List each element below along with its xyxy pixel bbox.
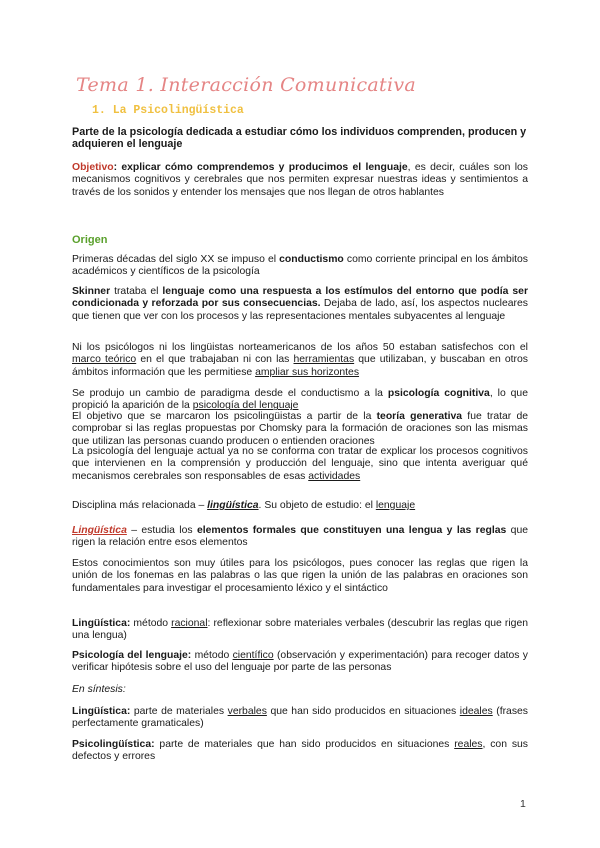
sintesis-psicolinguistica: Psicolingüística: parte de materiales que han sido producidos en situaciones reales, con sus defectos y errores	[72, 739, 528, 763]
metodo-psicologia: Psicología del lenguaje: método científico (observación y experimentación) para recoger datos y verificar hipótesis sobre el uso del lenguaje por parte de las personas	[72, 650, 528, 674]
linguistica-definition: Lingüística – estudia los elementos formales que constituyen una lengua y las reglas que rigen la relación entre esos elementos	[72, 525, 528, 549]
origen-paragraph-2: Skinner trataba el lenguaje como una respuesta a los estímulos del entorno que podía ser condicionada y reforzada por sus consecuencias. Dejaba de lado, así, los aspectos nucleares que tienen que ver con los procesos y las representaciones mentales subyacentes al lenguaje	[72, 286, 528, 322]
disciplina-line: Disciplina más relacionada – lingüística. Su objeto de estudio: el lenguaje	[72, 500, 416, 511]
origen-paragraph-1: Primeras décadas del siglo XX se impuso el conductismo como corriente principal en los ámbitos académicos y científicos de la psicología	[72, 254, 529, 278]
linguistica-paragraph: Estos conocimientos son muy útiles para los psicólogos, pues conocer las reglas que rigen la unión de los fonemas en las palabras o las que rigen la unión de las palabras en oraciones son fundamentales para investigar el procesamiento léxico y el sintáctico	[72, 558, 528, 594]
origen-paragraph-3: Ni los psicólogos ni los lingüistas norteamericanos de los años 50 estaban satisfechos con el marco teórico en el que trabajaban ni con las herramientas que utilizaban, y buscaban en otros ámbitos información que les permitiese ampliar sus horizontes	[72, 342, 528, 378]
page-number: 1	[520, 798, 526, 810]
metodo-linguistica: Lingüística: método racional: reflexionar sobre materiales verbales (descubrir las reglas que rigen una lengua)	[72, 618, 528, 642]
page-title: Tema 1. Interacción Comunicativa	[76, 74, 416, 96]
objetivo-paragraph: Objetivo: explicar cómo comprendemos y producimos el lenguaje, es decir, cuáles son los mecanismos cognitivos y cerebrales que nos permiten expresar nuestras ideas y sentimientos a través de los sonidos y entender los mensajes que nos llegan de otros hablantes	[72, 162, 528, 198]
origen-paragraph-6: La psicología del lenguaje actual ya no se conforma con tratar de explicar los procesos cognitivos que intervienen en la comprensión y producción del lenguaje, sino que intenta averiguar qué mecanismos cerebrales son responsables de esas actividades	[72, 446, 528, 482]
sintesis-linguistica: Lingüística: parte de materiales verbales que han sido producidos en situaciones ideales (frases perfectamente gramaticales)	[72, 706, 528, 730]
definition: Parte de la psicología dedicada a estudiar cómo los individuos comprenden, producen y adquieren el lenguaje	[72, 126, 527, 151]
sintesis-label: En síntesis:	[72, 684, 126, 695]
section-heading: 1. La Psicolingüística	[92, 104, 244, 117]
origen-heading: Origen	[72, 234, 108, 246]
origen-paragraph-4: Se produjo un cambio de paradigma desde el conductismo a la psicología cognitiva, lo que propició la aparición de la psicología del lenguaje	[72, 388, 528, 412]
origen-paragraph-5: El objetivo que se marcaron los psicolingüistas a partir de la teoría generativa fue tratar de comprobar si las reglas propuestas por Chomsky para la formación de oraciones son las mismas que utilizan las personas cuando producen o entienden oraciones	[72, 411, 528, 447]
